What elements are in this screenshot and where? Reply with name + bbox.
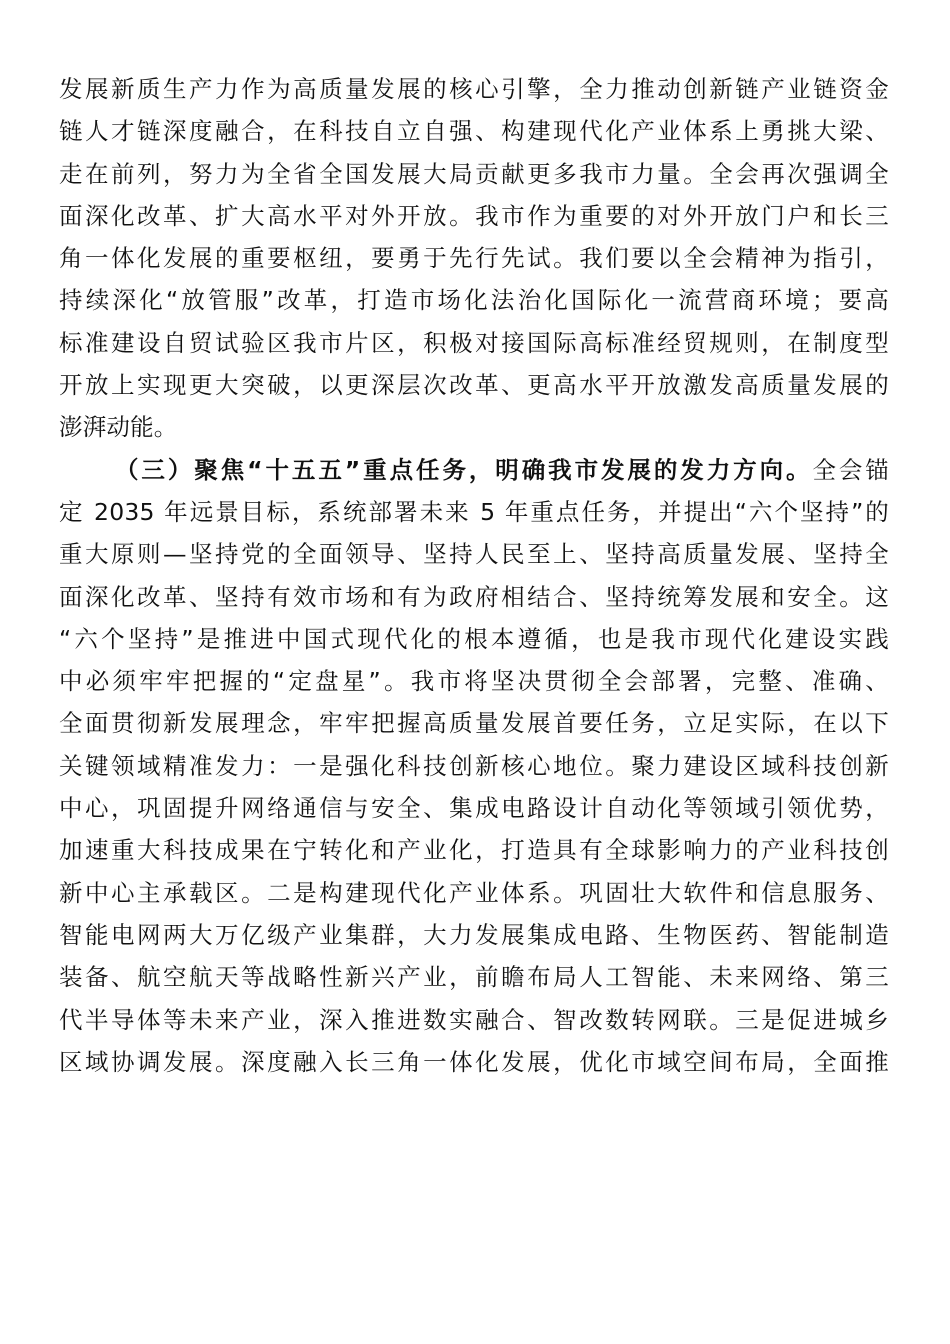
text-line: 装备、航空航天等战略性新兴产业，前瞻布局人工智能、未来网络、第三 (59, 963, 889, 992)
text-line: 发展新质生产力作为高质量发展的核心引擎，全力推动创新链产业链资金 (59, 75, 889, 103)
paragraph-1 (59, 68, 889, 449)
text-line: 走在前列，努力为全省全国发展大局贡献更多我市力量。全会再次强调全 (59, 159, 889, 188)
text-line: 智能电网两大万亿级产业集群，大力发展集成电路、生物医药、智能制造 (59, 920, 889, 949)
text-line: 链人才链深度融合，在科技自立自强、构建现代化产业体系上勇挑大梁、 (59, 117, 889, 146)
text-line: 定 2035 年远景目标，系统部署未来 5 年重点任务，并提出“六个坚持”的 (59, 497, 889, 526)
document-body (59, 68, 889, 1083)
text-fragment: 全会锚 (812, 455, 889, 484)
text-line: 面深化改革、扩大高水平对外开放。我市作为重要的对外开放门户和长三 (59, 201, 889, 230)
text-line: 标准建设自贸试验区我市片区，积极对接国际高标准经贸规则，在制度型 (59, 328, 889, 357)
text-line: 中必须牢牢把握的“定盘星”。我市将坚决贯彻全会部署，完整、准确、 (59, 667, 889, 696)
text-line: 澎湃动能。 (59, 413, 178, 442)
text-line: 中心，巩固提升网络通信与安全、集成电路设计自动化等领域引领优势， (59, 794, 889, 823)
text-line: 持续深化“放管服”改革，打造市场化法治化国际化一流营商环境；要高 (59, 286, 889, 315)
text-line: 关键领域精准发力：一是强化科技创新核心地位。聚力建设区域科技创新 (59, 751, 889, 780)
text-line: “六个坚持”是推进中国式现代化的根本遵循，也是我市现代化建设实践 (59, 624, 889, 653)
text-line: 开放上实现更大突破，以更深层次改革、更高水平开放激发高质量发展的 (59, 371, 889, 400)
text-line: 新中心主承载区。二是构建现代化产业体系。巩固壮大软件和信息服务、 (59, 878, 889, 907)
paragraph-heading-line (59, 449, 889, 491)
text-line: 角一体化发展的重要枢纽，要勇于先行先试。我们要以全会精神为指引， (59, 244, 889, 273)
text-line: 区域协调发展。深度融入长三角一体化发展，优化市域空间布局，全面推 (59, 1047, 889, 1076)
text-line: 全面贯彻新发展理念，牢牢把握高质量发展首要任务，立足实际，在以下 (59, 709, 889, 738)
text-line: 面深化改革、坚持有效市场和有为政府相结合、坚持统筹发展和安全。这 (59, 582, 889, 611)
text-line: 重大原则—坚持党的全面领导、坚持人民至上、坚持高质量发展、坚持全 (59, 540, 889, 569)
text-line: 代半导体等未来产业，深入推进数实融合、智改数转网联。三是促进城乡 (59, 1005, 889, 1034)
paragraph-2 (59, 449, 889, 1083)
section-heading: （三）聚焦“十五五”重点任务，明确我市发展的发力方向。 (115, 455, 813, 484)
text-line: 加速重大科技成果在宁转化和产业化，打造具有全球影响力的产业科技创 (59, 836, 889, 865)
